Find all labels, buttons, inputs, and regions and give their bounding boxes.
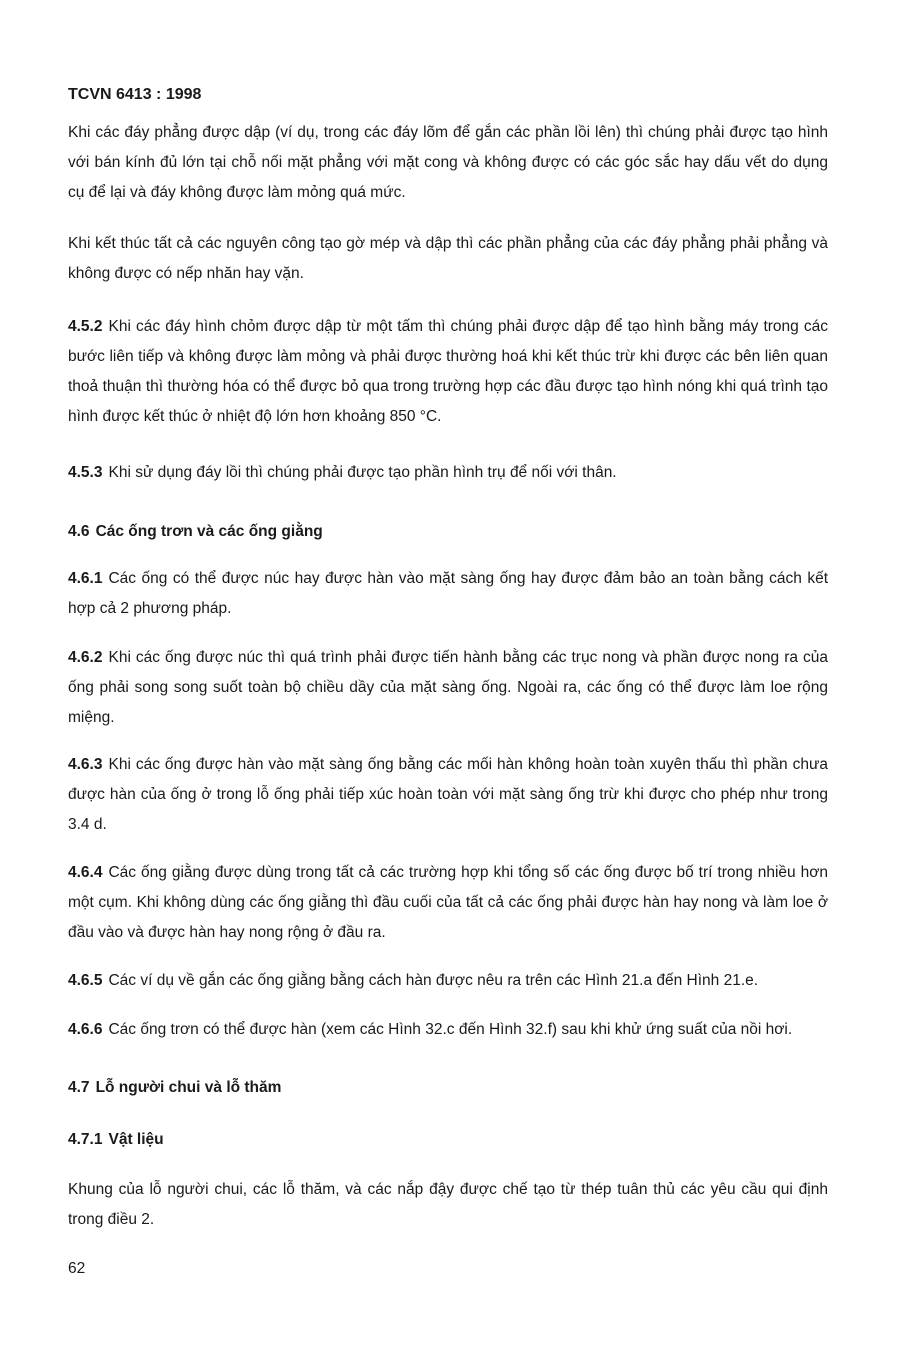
clause-number: 4.6.3 [68,756,103,773]
paragraph-text: Khung của lỗ người chui, các lỗ thăm, và các nắp đậy được chế tạo từ thép tuân thủ các yêu cầu qui định trong điều 2. [68,1181,828,1228]
subsection-number: 4.7.1 [68,1131,103,1148]
section-title: Lỗ người chui và lỗ thăm [95,1079,282,1096]
section-heading-4-7 [68,1073,828,1103]
section-number: 4.7 [68,1079,90,1096]
clause-text: Khi các ống được núc thì quá trình phải được tiến hành bằng các trục nong và phần được nong ra của ống phải song song suốt toàn bộ chiều dầy của mặt sàng ống. Ngoài ra, các ống có thể được làm loe rộng miệng. [68,649,828,726]
clause-4-6-3 [68,750,828,840]
clause-4-6-5 [68,966,828,996]
paragraph [68,118,828,208]
paragraph [68,1175,828,1235]
clause-text: Khi các đáy hình chỏm được dập từ một tấm thì chúng phải được dập để tạo hình bằng máy trong các bước liên tiếp và không được làm mỏng và phải được thường hoá khi kết thúc trừ khi được các bên liên quan thoả thuận thì thường hóa có thể được bỏ qua trong trường hợp các đầu được tạo hình nóng khi quá trình tạo hình được kết thúc ở nhiệt độ lớn hơn khoảng 850 °C. [68,318,828,425]
subsection-heading-4-7-1 [68,1125,828,1155]
page-number: 62 [68,1260,86,1277]
paragraph [68,229,828,289]
clause-number: 4.6.1 [68,570,103,587]
section-title: Các ống trơn và các ống giằng [95,523,323,540]
clause-number: 4.5.2 [68,318,103,335]
clause-text: Các ống có thể được núc hay được hàn vào mặt sàng ống hay được đảm bảo an toàn bằng cách kết hợp cả 2 phương pháp. [68,570,828,617]
clause-4-5-2 [68,312,828,432]
clause-4-6-2 [68,643,828,733]
subsection-title: Vật liệu [108,1131,164,1148]
clause-text: Các ví dụ về gắn các ống giằng bằng cách hàn được nêu ra trên các Hình 21.a đến Hình 21.e. [108,972,759,989]
clause-4-6-4 [68,858,828,948]
clause-4-5-3 [68,458,828,488]
clause-4-6-6 [68,1015,828,1045]
paragraph-text: Khi các đáy phẳng được dập (ví dụ, trong các đáy lõm để gắn các phần lồi lên) thì chúng phải được tạo hình với bán kính đủ lớn tại chỗ nối mặt phẳng với mặt cong và không được có các góc sắc hay dấu vết do dụng cụ để lại và đáy không được làm mỏng quá mức. [68,124,828,201]
clause-number: 4.6.5 [68,972,103,989]
section-heading-4-6 [68,517,828,547]
clause-text: Khi các ống được hàn vào mặt sàng ống bằng các mối hàn không hoàn toàn xuyên thấu thì phần chưa được hàn của ống ở trong lỗ ống phải tiếp xúc hoàn toàn với mặt sàng ống trừ khi được cho phép như trong 3.4 d. [68,756,828,833]
clause-number: 4.6.4 [68,864,103,881]
clause-text: Các ống giằng được dùng trong tất cả các trường hợp khi tổng số các ống được bố trí trong nhiều hơn một cụm. Khi không dùng các ống giằng thì đầu cuối của tất cả các ống phải được hàn hay nong và làm loe ở đầu vào và được hàn hay nong rộng ở đầu ra. [68,864,828,941]
paragraph-text: Khi kết thúc tất cả các nguyên công tạo gờ mép và dập thì các phần phẳng của các đáy phẳng phải phẳng và không được có nếp nhăn hay vặn. [68,235,828,282]
clause-4-6-1 [68,564,828,624]
clause-number: 4.6.2 [68,649,103,666]
clause-text: Khi sử dụng đáy lồi thì chúng phải được tạo phần hình trụ để nối với thân. [108,464,617,481]
section-number: 4.6 [68,523,90,540]
clause-number: 4.5.3 [68,464,103,481]
clause-number: 4.6.6 [68,1021,103,1038]
standard-header: TCVN 6413 : 1998 [68,86,202,103]
clause-text: Các ống trơn có thể được hàn (xem các Hình 32.c đến Hình 32.f) sau khi khử ứng suất của nồi hơi. [108,1021,793,1038]
